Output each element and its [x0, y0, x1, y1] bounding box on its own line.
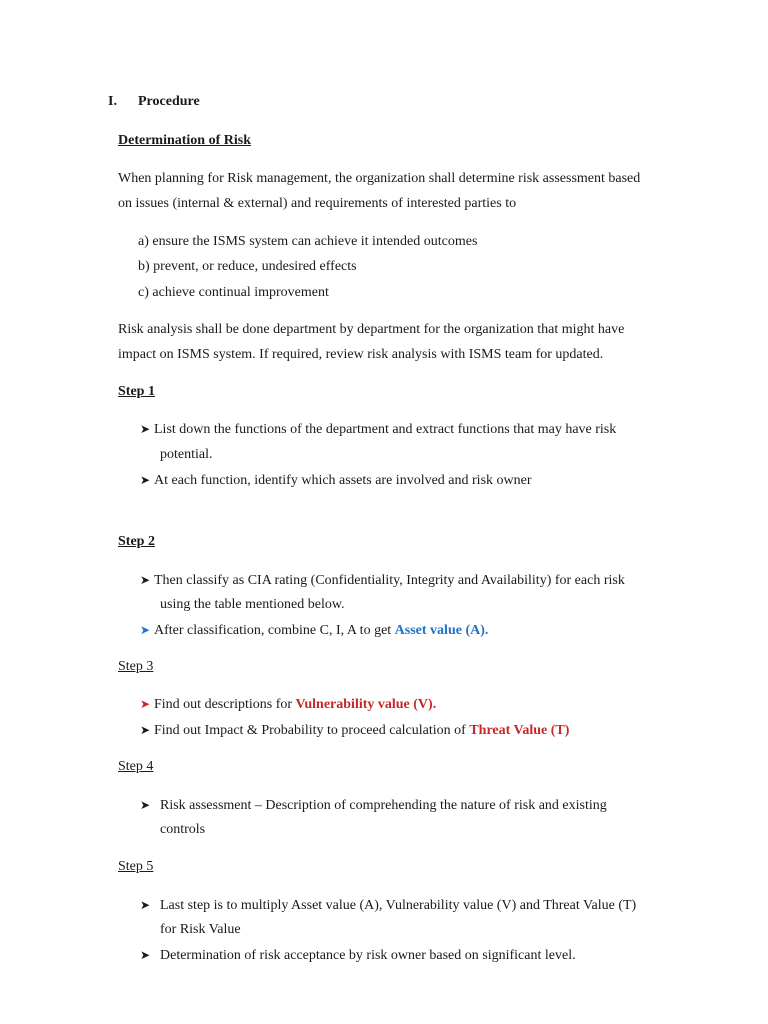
section-heading [108, 93, 200, 111]
step-2-bullet-1 [140, 571, 625, 590]
arrow-bullet-icon: ➤ [140, 697, 151, 711]
step-4-bullet-1 [140, 796, 607, 815]
bullet-text: Find out Impact & Probability to proceed calculation of [154, 723, 470, 738]
bullet-text: Then classify as CIA rating (Confidentiality, Integrity and Availability) for each risk [154, 573, 625, 588]
threat-value-emphasis: Threat Value (T) [469, 723, 570, 738]
bullet-text: Find out descriptions for [154, 697, 296, 712]
list-marker: b) [138, 259, 150, 274]
bullet-text: At each function, identify which assets are involved and risk owner [154, 473, 532, 488]
section-title: Procedure [138, 94, 200, 109]
arrow-bullet-icon: ➤ [140, 623, 151, 637]
step-1-bullet-1 [140, 420, 616, 439]
intro-line-2: on issues (internal & external) and requirements of interested parties to [118, 196, 517, 211]
bullet-text: Last step is to multiply Asset value (A), Vulnerability value (V) and Threat Value (T) [160, 898, 637, 913]
arrow-bullet-icon: ➤ [140, 948, 151, 962]
list-marker: c) [138, 285, 149, 300]
step-5-title: Step 5 [118, 859, 154, 874]
vulnerability-value-emphasis: Vulnerability value (V). [295, 697, 437, 712]
list-item [138, 233, 477, 251]
bullet-text: After classification, combine C, I, A to get [154, 623, 395, 638]
list-item-text: ensure the ISMS system can achieve it intended outcomes [152, 234, 478, 249]
arrow-bullet-icon: ➤ [140, 422, 151, 436]
section-number: I. [108, 94, 117, 109]
step-3-bullet-1 [140, 695, 436, 714]
analysis-line-1: Risk analysis shall be done department by department for the organization that might have [118, 322, 625, 337]
list-item [138, 258, 357, 276]
analysis-line-2: impact on ISMS system. If required, review risk analysis with ISMS team for updated. [118, 347, 604, 362]
step-1-bullet-1-cont: potential. [160, 447, 213, 462]
intro-line-1: When planning for Risk management, the organization shall determine risk assessment based [118, 171, 641, 186]
asset-value-emphasis: Asset value (A). [394, 623, 489, 638]
arrow-bullet-icon: ➤ [140, 573, 151, 587]
arrow-bullet-icon: ➤ [140, 723, 151, 737]
subheading-determination-of-risk: Determination of Risk [118, 133, 251, 148]
bullet-text: List down the functions of the department and extract functions that may have risk [154, 422, 617, 437]
step-1-title: Step 1 [118, 384, 155, 399]
step-5-bullet-1 [140, 896, 636, 915]
bullet-text: Risk assessment – Description of comprehending the nature of risk and existing [160, 798, 607, 813]
step-2-bullet-1-cont: using the table mentioned below. [160, 597, 345, 612]
list-item [138, 284, 329, 302]
arrow-bullet-icon: ➤ [140, 798, 151, 812]
step-3-bullet-2 [140, 721, 569, 740]
list-item-text: prevent, or reduce, undesired effects [153, 259, 357, 274]
arrow-bullet-icon: ➤ [140, 898, 151, 912]
step-3-title: Step 3 [118, 659, 154, 674]
bullet-text: Determination of risk acceptance by risk owner based on significant level. [160, 948, 576, 963]
step-2-bullet-2 [140, 621, 488, 640]
step-1-bullet-2 [140, 471, 532, 490]
step-5-bullet-1-cont: for Risk Value [160, 922, 241, 937]
step-2-title: Step 2 [118, 534, 155, 549]
list-marker: a) [138, 234, 149, 249]
step-5-bullet-2 [140, 946, 576, 965]
step-4-bullet-1-cont: controls [160, 822, 206, 837]
list-item-text: achieve continual improvement [152, 285, 329, 300]
step-4-title: Step 4 [118, 759, 154, 774]
arrow-bullet-icon: ➤ [140, 473, 151, 487]
